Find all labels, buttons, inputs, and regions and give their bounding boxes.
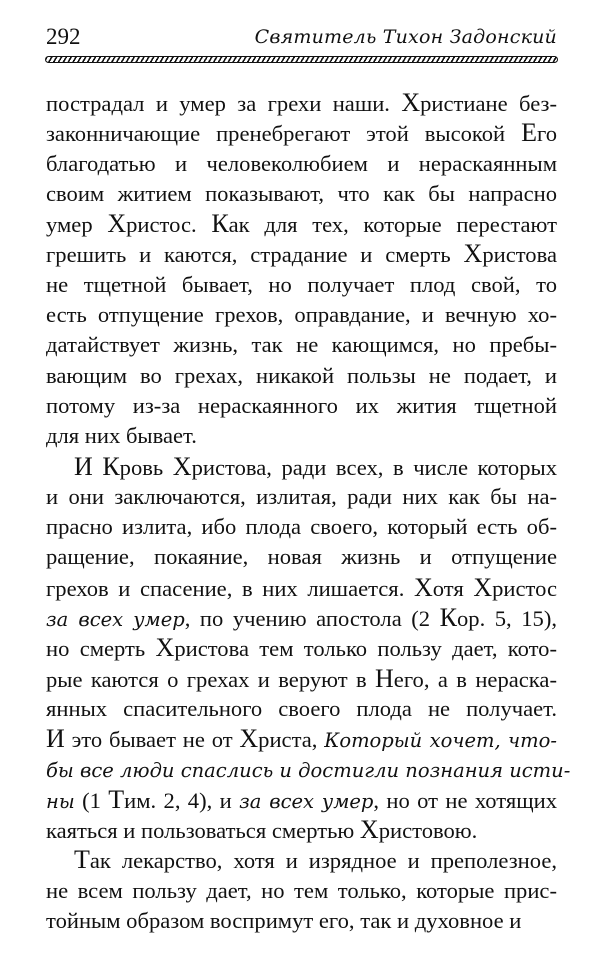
book-page [46,0,571,971]
text-line [46,330,557,360]
text-run: Х [401,88,421,117]
text-run: но смерть [46,636,156,662]
text-run: Х [155,633,175,663]
text-run: ристовою. [378,818,478,844]
text-line [46,179,557,209]
text-line [46,785,557,815]
text-run: Т [74,845,90,875]
paragraph [46,88,557,452]
text-run: грехов и спасение, в них лишается. [46,575,414,601]
text-run: Х [359,815,379,845]
text-line [46,906,557,936]
text-run: Х [473,572,493,602]
text-line [46,724,557,754]
text-line [46,452,557,482]
text-line [46,391,557,421]
text-line [46,542,557,572]
text-run: , но от не хотящих [373,787,558,813]
text-run: И [74,451,93,481]
text-line [46,694,557,724]
text-run: (1 [74,787,109,813]
text-line [46,482,557,512]
italic-quote: за всех умер [46,608,185,632]
text-run: ристова тем только пользу дает, кото- [174,636,557,662]
text-line [46,300,557,330]
text-run: Х [172,451,192,481]
text-run: не тщетной бывает, но получает плод свой, то [46,271,557,297]
paragraph [46,451,571,846]
text-run [93,455,103,480]
text-line [46,755,571,785]
text-run: тойным образом воспримут его, так и духовное и [46,908,522,934]
text-run: есть отпущение грехов, оправдание, и вечную хо- [46,302,557,328]
paragraph [46,845,557,936]
text-run: го [536,121,557,147]
text-run: своим житием показывают, что как бы напрасно [46,180,557,206]
text-run: Н [375,663,394,693]
text-run: его, а в нераска- [393,666,557,692]
text-run: К [439,603,457,633]
text-run: грешить и каются, страдание и смерть [46,242,464,268]
text-run: благодатью и человеколюбием и нераскаянным [46,150,557,176]
text-run: ак лекарство, хотя и изрядное и преполезное, [89,848,557,874]
text-line [46,270,557,300]
text-run: вающим во грехах, никакой пользы не подает, и [46,362,557,388]
text-run: ращение, покаяние, новая жизнь и отпущение [46,544,557,570]
running-title: Святитель Тихон Задонский [254,26,557,48]
text-line [46,573,557,603]
text-line [46,149,557,179]
text-run: К [102,451,120,481]
text-run: законничающие пренебрегают этой высокой [46,121,522,147]
text-line [46,815,557,845]
text-run: и они заключаются, излитая, ради них как бы на- [46,483,557,509]
decorative-rope-divider [45,56,558,63]
text-line [46,664,557,694]
text-run: умер [46,212,108,238]
text-run: риста, [258,727,325,753]
text-run: Х [239,724,259,754]
text-line [46,421,557,451]
text-run: ровь [119,454,173,480]
text-run: рые каются о грехах и веруют в [46,666,376,692]
text-run: ристос [492,575,557,601]
text-run: каяться и пользоваться смертью [46,818,360,844]
text-run: прасно излита, ибо плода своего, который есть об- [46,514,557,540]
body-text [46,88,571,936]
text-run: К [211,209,229,239]
text-run: ристос. [126,212,212,238]
text-run: датайствует жизнь, так не кающимся, но пребы- [46,332,557,358]
text-line [46,845,557,875]
text-run: , по учению апостола (2 [184,606,440,632]
text-run: ристова, ради всех, в числе которых [191,454,557,480]
text-line [46,876,557,906]
text-run: Х [107,209,127,239]
text-run: Е [521,118,537,148]
text-line [46,633,557,663]
italic-quote: за всех умер [239,789,374,813]
text-line [46,603,557,633]
text-run: не всем пользу дает, но тем только, которые прис- [46,877,557,903]
text-line [46,361,557,391]
text-line [46,239,557,269]
text-run: Х [463,239,483,269]
text-run: Т [108,784,125,814]
page-number: 292 [46,24,81,49]
text-run: Х [413,572,433,602]
text-run: ристиане без- [420,91,557,116]
text-run: ристова [482,242,557,268]
text-run: ор. 5, 15), [456,606,557,632]
text-run: потому из-за нераскаянного их жития тщетной [46,392,557,418]
text-line [46,88,557,118]
text-run: ак для тех, которые перестают [228,212,557,238]
running-head [46,22,557,52]
text-run: И [46,724,65,754]
text-run: им. 2, 4), и [124,787,240,813]
italic-quote: ны [46,789,75,813]
text-run: для них бывает. [46,423,197,449]
text-line [46,118,557,148]
text-line [46,512,557,542]
italic-quote: бы все люди спаслись и достигли познания исти- [46,758,571,782]
text-run: отя [432,575,474,601]
text-run: янных спасительного своего плода не получает. [46,695,557,721]
text-run: пострадал и умер за грехи наши. [46,91,402,116]
text-run: это бывает не от [64,727,240,753]
text-line [46,209,557,239]
italic-quote: Который хочет, что- [324,729,557,753]
